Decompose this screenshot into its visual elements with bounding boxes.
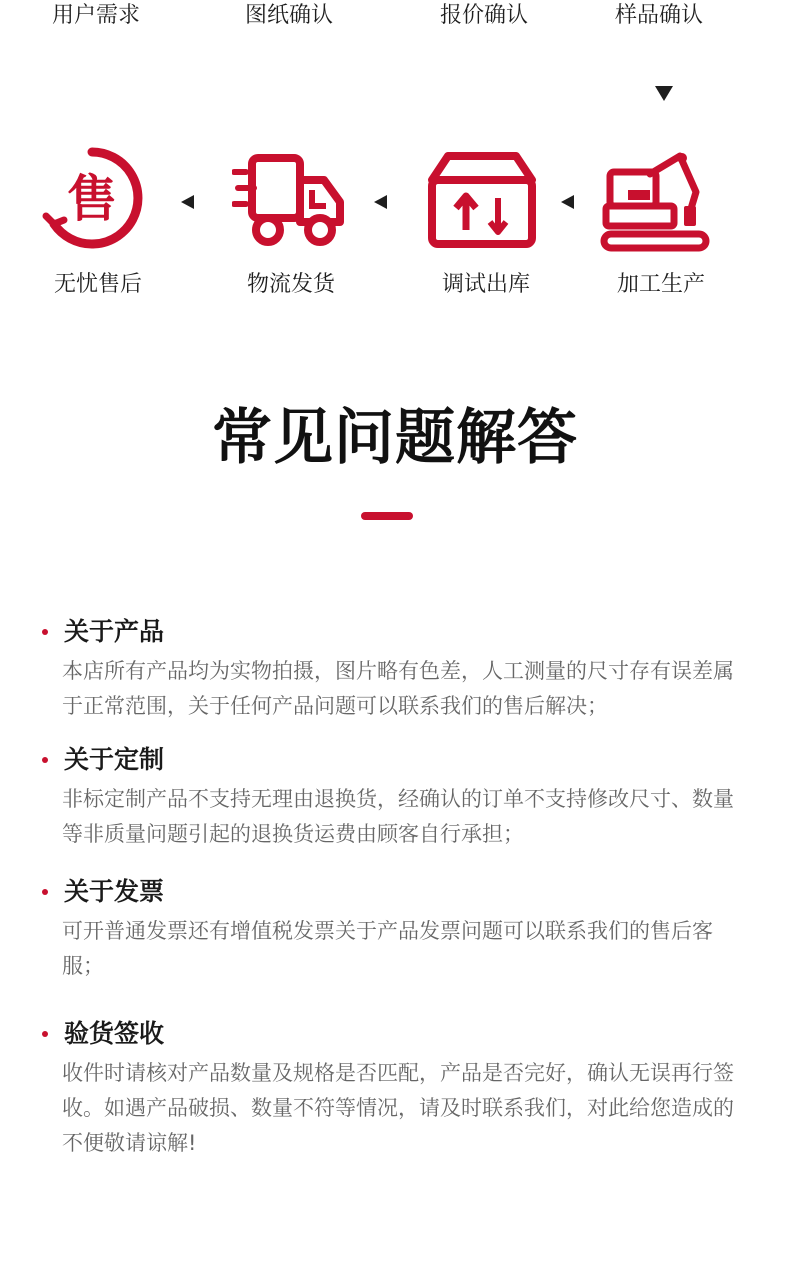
step-user-requirement: 用户需求: [51, 3, 140, 28]
faq-item-inspection: [42, 1016, 742, 1161]
step-processing-production: 加工生产: [616, 272, 705, 297]
faq-body: 收件时请核对产品数量及规格是否匹配，产品是否完好，确认无误再行签收。如遇产品破损、数量不符等情况，请及时联系我们，对此给您造成的不便敬请谅解!: [62, 1061, 734, 1155]
down-arrow-icon: [655, 86, 673, 101]
step-testing-outbound: 调试出库: [441, 272, 530, 297]
step-after-sales: 无忧售后: [53, 272, 142, 297]
faq-title: 常见问题解答: [212, 403, 578, 473]
faq-heading: [42, 614, 742, 650]
faq-item-invoice: [42, 874, 742, 984]
faq-heading: [42, 1016, 742, 1052]
faq-body: 可开普通发票还有增值税发票关于产品发票问题可以联系我们的售后客服；: [62, 919, 713, 978]
left-arrow-icon: [181, 195, 194, 209]
left-arrow-icon: [561, 195, 574, 209]
step-quote-confirm: 报价确认: [439, 3, 528, 28]
faq-title-underline: [361, 512, 413, 520]
left-arrow-icon: [374, 195, 387, 209]
excavator-icon: [600, 148, 710, 258]
faq-heading: [42, 742, 742, 778]
faq-heading-text: 关于定制: [64, 745, 165, 774]
step-sample-confirm: 样品确认: [614, 3, 703, 28]
faq-heading-text: 验货签收: [64, 1019, 165, 1048]
faq-heading-text: 关于产品: [64, 617, 165, 646]
step-logistics-delivery: 物流发货: [246, 272, 335, 297]
faq-body: 非标定制产品不支持无理由退换货，经确认的订单不支持修改尺寸、数量等非质量问题引起的退换货运费由顾客自行承担；: [62, 787, 734, 846]
shipping-box-icon: [426, 150, 538, 254]
after-sales-icon: [40, 146, 144, 254]
delivery-truck-icon: [232, 150, 348, 254]
step-drawing-confirm: 图纸确认: [244, 3, 333, 28]
faq-heading-text: 关于发票: [64, 877, 165, 906]
faq-item-product: [42, 614, 742, 724]
after-sales-glyph: 售: [67, 170, 117, 228]
faq-heading: [42, 874, 742, 910]
faq-body: 本店所有产品均为实物拍摄，图片略有色差，人工测量的尺寸存有误差属于正常范围，关于任何产品问题可以联系我们的售后解决；: [62, 659, 734, 718]
bullet-dot-icon: [42, 757, 48, 763]
bullet-dot-icon: [42, 889, 48, 895]
bullet-dot-icon: [42, 629, 48, 635]
bullet-dot-icon: [42, 1031, 48, 1037]
faq-item-customization: [42, 742, 742, 852]
